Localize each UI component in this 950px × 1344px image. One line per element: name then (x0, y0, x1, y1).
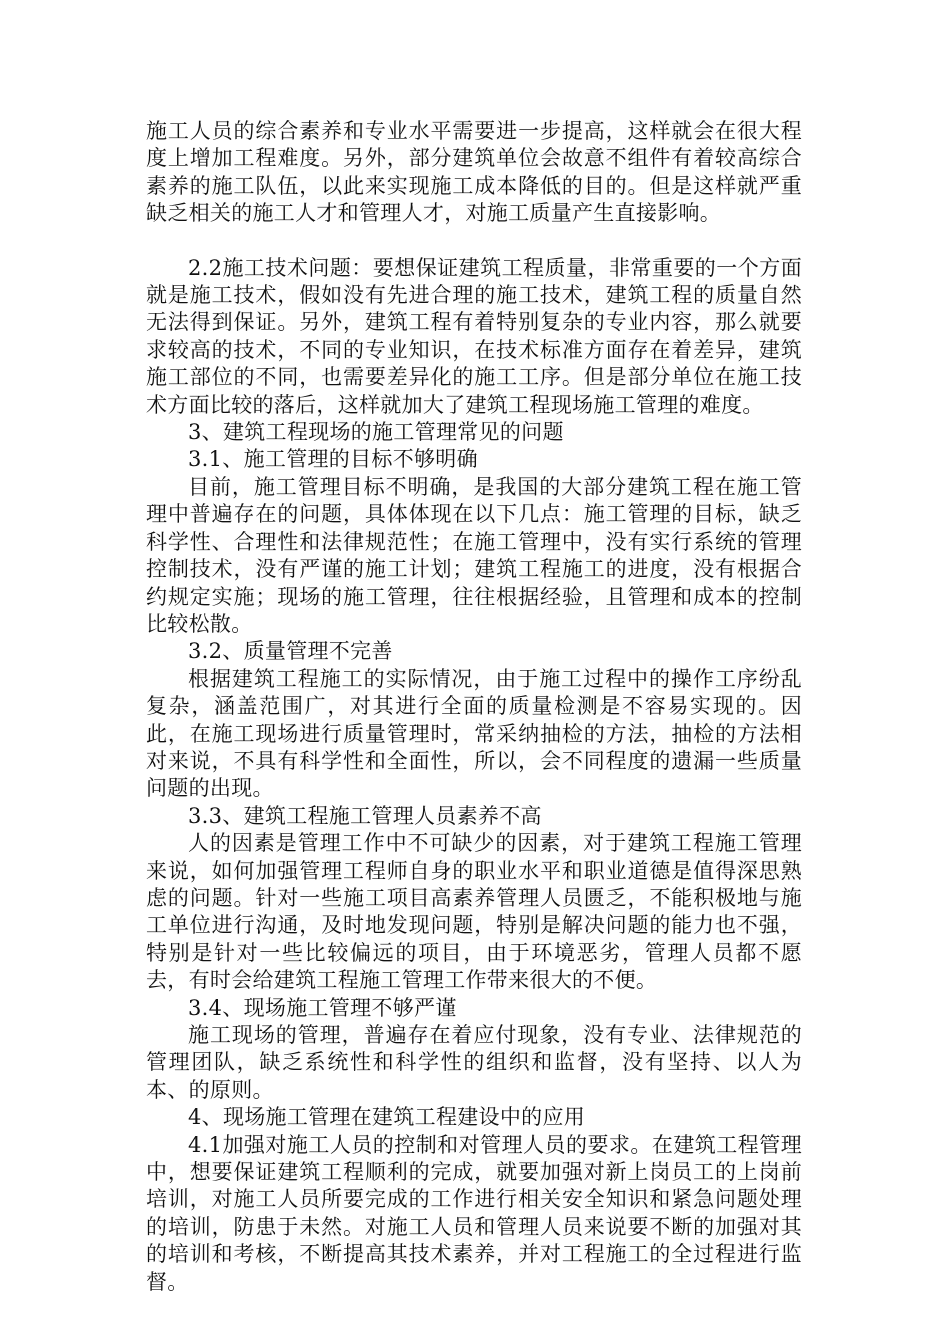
paragraph-3-2-body: 根据建筑工程施工的实际情况，由于施工过程中的操作工序纷乱复杂，涵盖范围广，对其进行全面的质量检测是不容易实现的。因此，在施工现场进行质量管理时，常采纳抽检的方法，抽检的方法相对来说，不具有科学性和全面性，所以，会不同程度的遗漏一些质量问题的出现。 (146, 666, 802, 801)
heading-section-3-3: 3.3、建筑工程施工管理人员素养不高 (188, 803, 542, 828)
heading-section-3-1: 3.1、施工管理的目标不够明确 (188, 447, 478, 472)
paragraph-3-1-body: 目前，施工管理目标不明确，是我国的大部分建筑工程在施工管理中普遍存在的问题，具体体现在以下几点：施工管理的目标，缺乏科学性、合理性和法律规范性；在施工管理中，没有实行系统的管理控制技术，没有严谨的施工计划；建筑工程施工的进度，没有根据合约规定实施；现场的施工管理，往往根据经验，且管理和成本的控制比较松散。 (146, 474, 802, 636)
paragraph-spacer (146, 228, 802, 255)
paragraph-3-3-body: 人的因素是管理工作中不可缺少的因素，对于建筑工程施工管理来说，如何加强管理工程师自身的职业水平和职业道德是值得深思熟虑的问题。针对一些施工项目高素养管理人员匮乏，不能积极地与施工单位进行沟通，及时地发现问题，特别是解决问题的能力也不强，特别是针对一些比较偏远的项目，由于环境恶劣，管理人员都不愿去，有时会给建筑工程施工管理工作带来很大的不便。 (146, 831, 802, 993)
heading-section-3-2: 3.2、质量管理不完善 (188, 639, 393, 664)
heading-section-4: 4、现场施工管理在建筑工程建设中的应用 (188, 1105, 586, 1130)
paragraph-workforce-quality: 施工人员的综合素养和专业水平需要进一步提高，这样就会在很大程度上增加工程难度。另外，部分建筑单位会故意不组件有着较高综合素养的施工队伍，以此来实现施工成本降低的目的。但是这样就严重缺乏相关的施工人才和管理人才，对施工质量产生直接影响。 (146, 119, 802, 226)
document-body (146, 118, 802, 1296)
paragraph-3-4-body: 施工现场的管理，普遍存在着应付现象，没有专业、法律规范的管理团队，缺乏系统性和科学性的组织和监督，没有坚持、以人为本、的原则。 (146, 1023, 802, 1102)
heading-section-3-4: 3.4、现场施工管理不够严谨 (188, 995, 457, 1020)
paragraph-2-2-construction-technology: 2.2施工技术问题：要想保证建筑工程质量，非常重要的一个方面就是施工技术，假如没有先进合理的施工技术，建筑工程的质量自然无法得到保证。另外，建筑工程有着特别复杂的专业内容，那么就要求较高的技术，不同的专业知识，在技术标准方面存在着差异，建筑施工部位的不同，也需要差异化的施工工序。但是部分单位在施工技术方面比较的落后，这样就加大了建筑工程现场施工管理的难度。 (146, 255, 802, 417)
heading-section-3: 3、建筑工程现场的施工管理常见的问题 (188, 420, 564, 445)
paragraph-4-1-body: 4.1加强对施工人员的控制和对管理人员的要求。在建筑工程管理中，想要保证建筑工程顺利的完成，就要加强对新上岗员工的上岗前培训，对施工人员所要完成的工作进行相关安全知识和紧急问题处理的培训，防患于未然。对施工人员和管理人员来说要不断的加强对其的培训和考核，不断提高其技术素养，并对工程施工的全过程进行监督。 (146, 1132, 802, 1294)
